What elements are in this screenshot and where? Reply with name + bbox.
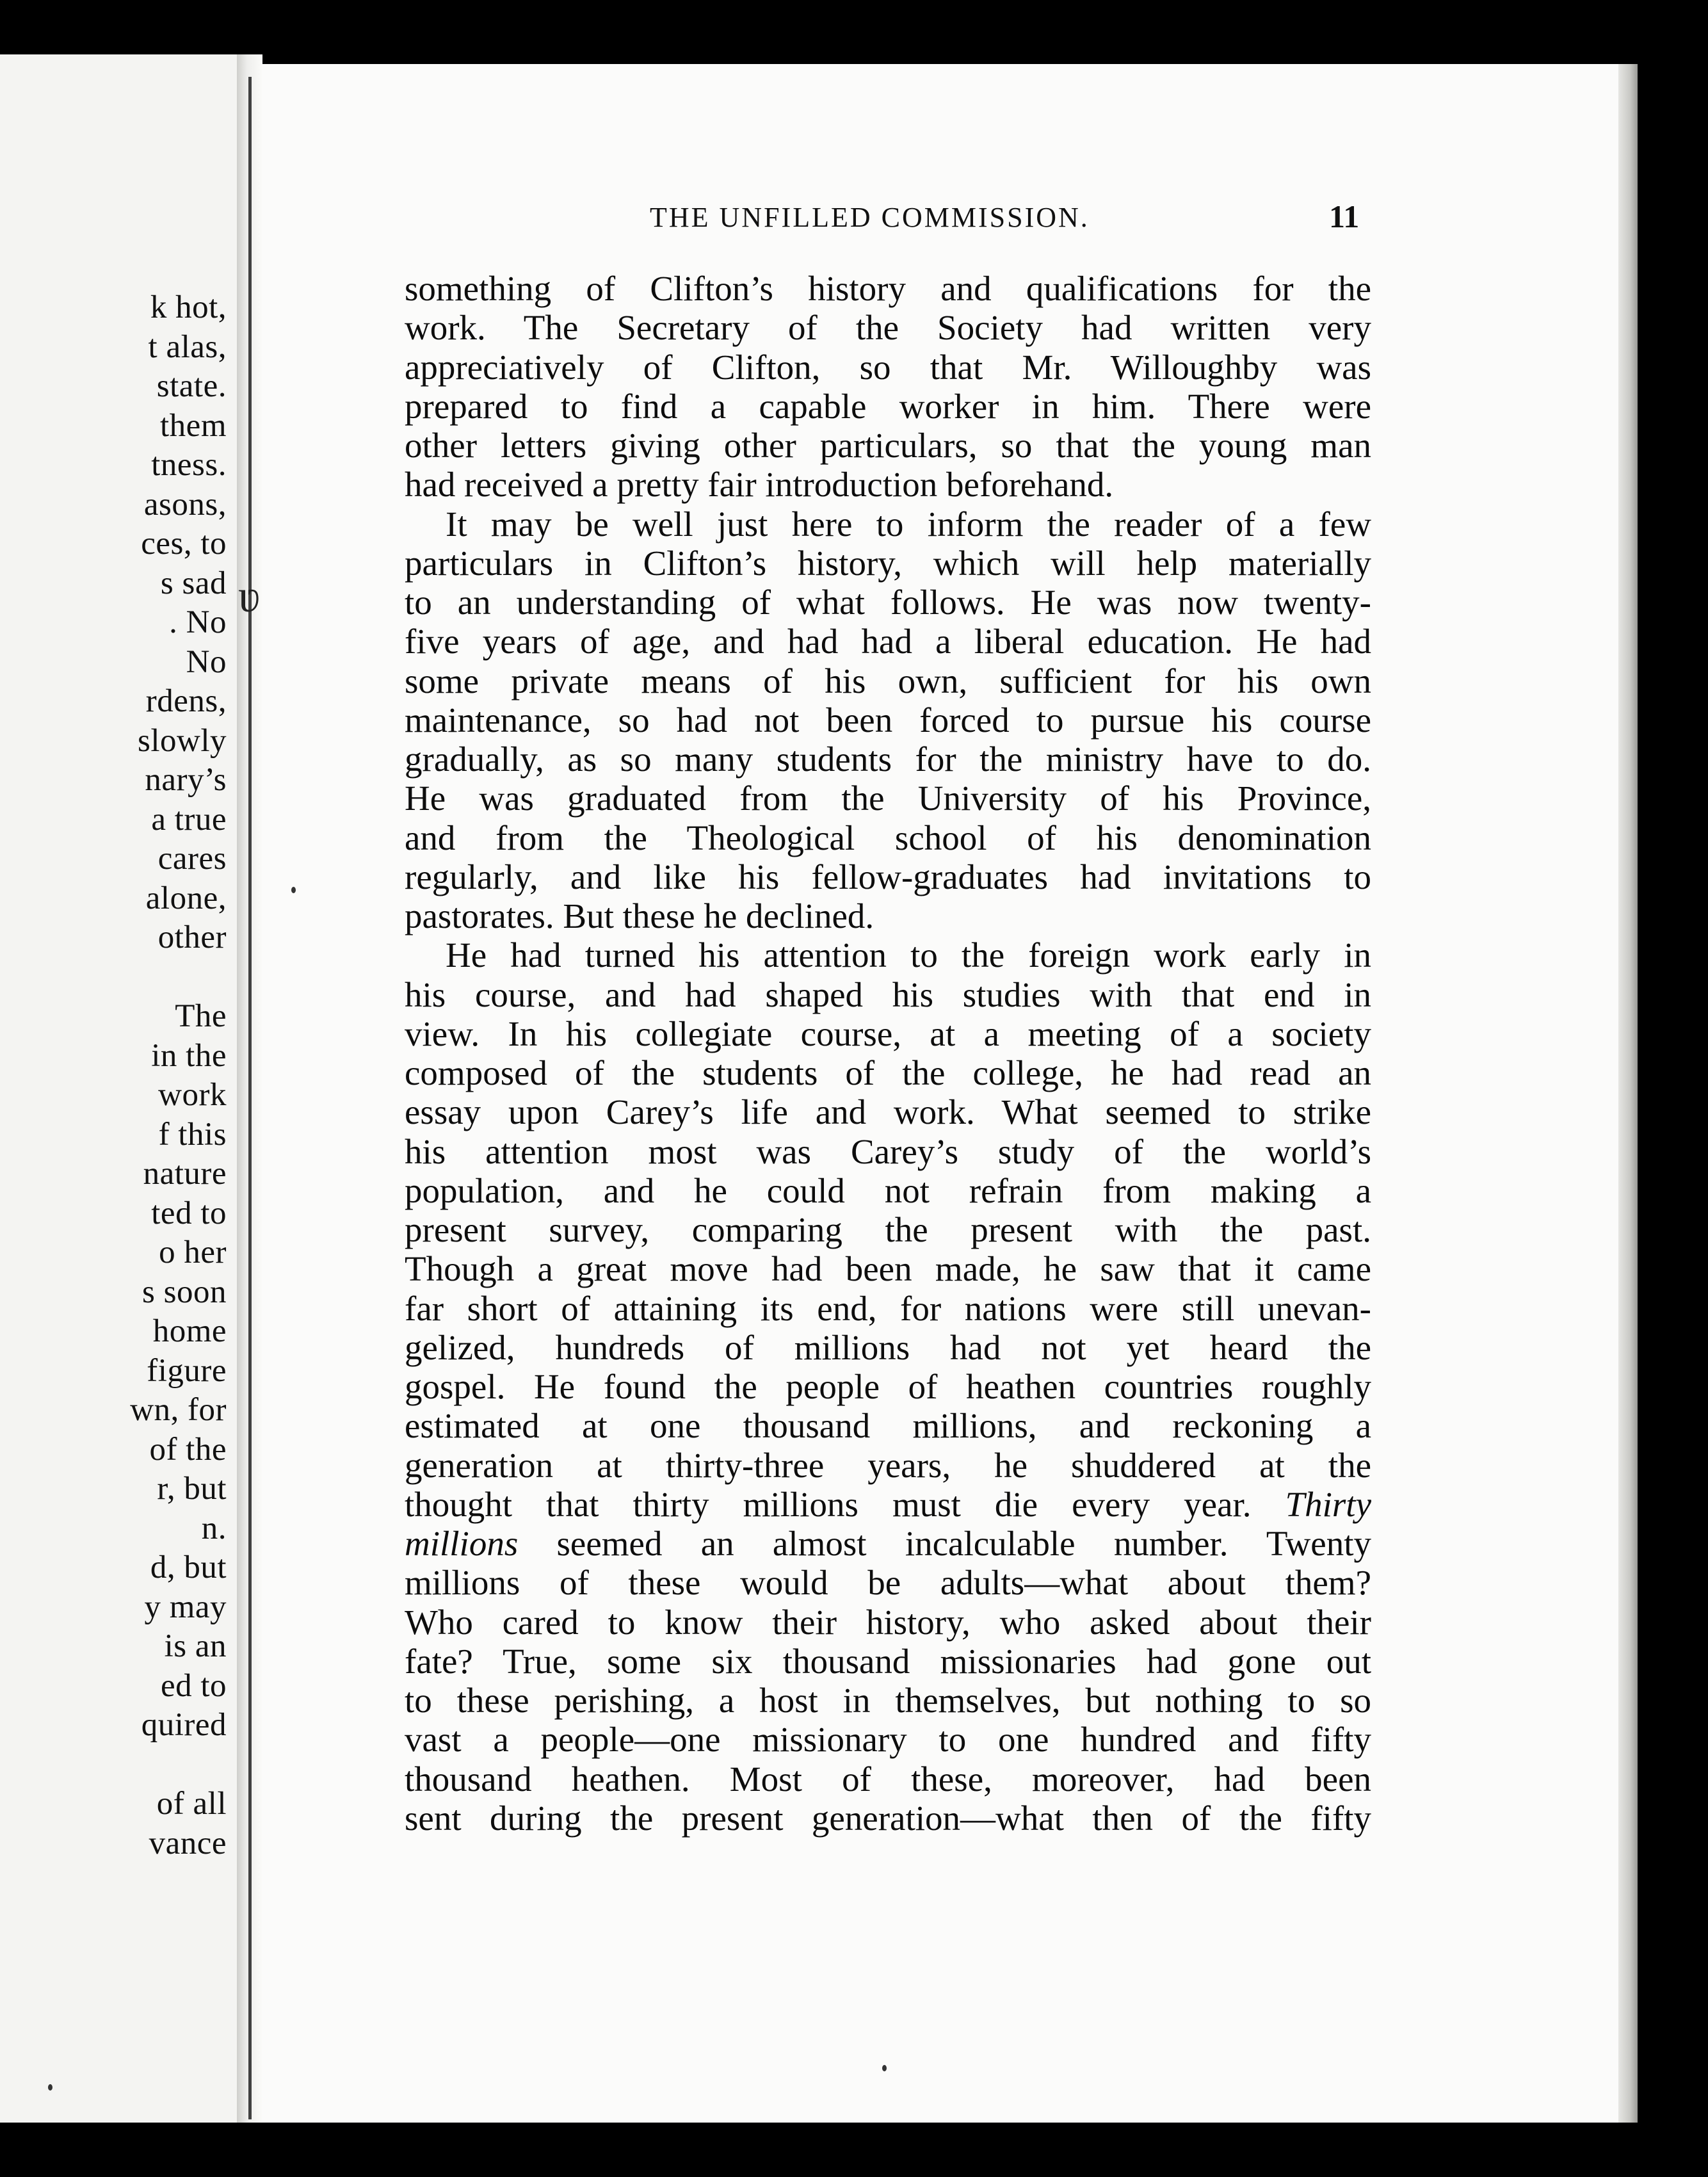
text-line-content: other letters giving other particulars, so that the young man bbox=[405, 426, 1371, 465]
text-line bbox=[405, 308, 1371, 347]
left-page-fragment: other bbox=[157, 919, 227, 955]
text-line bbox=[405, 779, 1371, 818]
gutter-ink-mark: ʋ bbox=[238, 571, 260, 622]
text-line-content: regularly, and like his fellow-graduates had invitations to bbox=[405, 857, 1371, 896]
left-page-fragment: of all bbox=[156, 1786, 227, 1822]
text-line-content: fate? True, some six thousand missionaries had gone out bbox=[405, 1641, 1371, 1681]
left-page-fragment: quired bbox=[141, 1707, 227, 1743]
text-line bbox=[405, 1642, 1371, 1681]
text-line-content: composed of the students of the college, he had read an bbox=[405, 1053, 1371, 1092]
text-line-content: essay upon Carey’s life and work. What seemed to strike bbox=[405, 1092, 1371, 1132]
left-page-fragment: alone, bbox=[145, 880, 227, 916]
text-line-content: thousand heathen. Most of these, moreover, had been bbox=[405, 1759, 1371, 1799]
left-page-fragment: t alas, bbox=[148, 328, 227, 365]
left-page-fragment: . No bbox=[169, 604, 227, 640]
text-line-content: millions of these would be adults—what about them? bbox=[405, 1563, 1371, 1603]
left-page-fragment: home bbox=[152, 1313, 227, 1349]
left-page-fragment: k hot, bbox=[150, 289, 227, 325]
ink-speck bbox=[48, 2084, 52, 2091]
text-line-content: Who cared to know their history, who asked about their bbox=[405, 1602, 1371, 1642]
text-line-content: his course, and had shaped his studies with that end in bbox=[405, 975, 1371, 1014]
text-line bbox=[405, 1799, 1371, 1838]
text-line-content: It may be well just here to inform the reader of a few bbox=[446, 504, 1371, 544]
text-line-content: to an understanding of what follows. He was now twenty- bbox=[405, 583, 1371, 622]
ink-speck bbox=[882, 2065, 887, 2071]
text-line bbox=[405, 1014, 1371, 1053]
italic-word: millions bbox=[405, 1524, 519, 1563]
text-line bbox=[405, 1485, 1371, 1524]
text-line-content: thought that thirty millions must die every year. bbox=[405, 1484, 1285, 1524]
text-line bbox=[405, 622, 1371, 661]
text-line-content: far short of attaining its end, for nations were still unevan- bbox=[405, 1288, 1371, 1328]
text-line bbox=[405, 935, 1371, 975]
left-page-fragment: wn, for bbox=[130, 1392, 227, 1428]
text-line bbox=[405, 740, 1371, 779]
text-line bbox=[405, 1249, 1371, 1288]
left-page-fragment: d, but bbox=[150, 1550, 227, 1585]
text-line-content: had received a pretty fair introduction beforehand. bbox=[405, 465, 1114, 505]
text-line-content: sent during the present generation—what then of the fifty bbox=[405, 1798, 1371, 1838]
left-page-fragment: figure bbox=[147, 1352, 227, 1389]
left-page-fragment: o her bbox=[159, 1234, 227, 1270]
left-page-fragment: s soon bbox=[142, 1274, 227, 1310]
text-line-content: to these perishing, a host in themselves, but nothing to so bbox=[405, 1681, 1371, 1720]
text-line bbox=[405, 1720, 1371, 1759]
text-line-content: He had turned his attention to the foreign work early in bbox=[446, 935, 1371, 975]
text-line bbox=[405, 583, 1371, 622]
left-page-fragment: vance bbox=[149, 1825, 227, 1861]
left-page-fragment: of the bbox=[149, 1431, 227, 1468]
text-line bbox=[405, 1681, 1371, 1720]
text-line-content: present survey, comparing the present with the past. bbox=[405, 1210, 1371, 1249]
page-number: 11 bbox=[1329, 198, 1360, 234]
text-line-content: seemed an almost incalculable number. Twenty bbox=[518, 1524, 1371, 1563]
left-page-fragment: y may bbox=[144, 1589, 227, 1625]
text-line bbox=[405, 975, 1371, 1014]
left-page-fragment: a true bbox=[151, 801, 227, 838]
left-page-fragment: asons, bbox=[143, 486, 227, 522]
text-line bbox=[405, 896, 1371, 935]
text-line bbox=[405, 426, 1371, 465]
left-page-fragment: ed to bbox=[160, 1667, 227, 1704]
text-line-content: gelized, hundreds of millions had not yet heard the bbox=[405, 1327, 1371, 1367]
text-line-content: appreciatively of Clifton, so that Mr. Willoughby was bbox=[405, 347, 1371, 387]
left-page-fragment: The bbox=[175, 998, 227, 1034]
text-line bbox=[405, 387, 1371, 426]
text-line-content: generation at thirty-three years, he shuddered at the bbox=[405, 1445, 1371, 1485]
left-page-fragment: in the bbox=[151, 1037, 227, 1074]
left-page-fragment: nary’s bbox=[145, 762, 227, 798]
text-line bbox=[405, 818, 1371, 857]
text-line bbox=[405, 1289, 1371, 1328]
text-line-content: something of Clifton’s history and qualifications for the bbox=[405, 269, 1371, 308]
ink-speck bbox=[291, 887, 296, 893]
left-page-fragment: rdens, bbox=[145, 683, 227, 719]
running-head: THE UNFILLED COMMISSION. bbox=[650, 202, 1090, 233]
left-page-fragment: is an bbox=[164, 1628, 227, 1664]
left-page-fragment: slowly bbox=[137, 722, 227, 759]
text-line-content: estimated at one thousand millions, and reckoning a bbox=[405, 1406, 1371, 1446]
text-line-content: prepared to find a capable worker in him. There were bbox=[405, 386, 1371, 426]
text-line bbox=[405, 1092, 1371, 1131]
left-page-fragment: work bbox=[158, 1077, 227, 1113]
text-line-content: maintenance, so had not been forced to pursue his course bbox=[405, 700, 1371, 740]
text-line-content: gospel. He found the people of heathen countries roughly bbox=[405, 1367, 1371, 1406]
text-line bbox=[405, 348, 1371, 387]
text-line-content: population, and he could not refrain from making a bbox=[405, 1170, 1371, 1210]
text-line bbox=[405, 1760, 1371, 1799]
text-line bbox=[405, 465, 1371, 504]
text-line-content: pastorates. But these he declined. bbox=[405, 896, 874, 935]
text-line bbox=[405, 1603, 1371, 1642]
text-line bbox=[405, 1367, 1371, 1406]
left-page-fragment: tness. bbox=[151, 447, 227, 483]
text-line-content: particulars in Clifton’s history, which will help materially bbox=[405, 543, 1371, 583]
text-line bbox=[405, 857, 1371, 896]
left-page-fragment: No bbox=[186, 643, 227, 680]
text-line bbox=[405, 505, 1371, 544]
left-page-fragment: nature bbox=[143, 1156, 227, 1192]
text-line bbox=[405, 1406, 1371, 1445]
text-line-content: work. The Secretary of the Society had written very bbox=[405, 308, 1371, 348]
text-line-content: some private means of his own, sufficient for his own bbox=[405, 661, 1371, 700]
left-page-fragment: them bbox=[160, 407, 227, 444]
text-line-content: five years of age, and had had a liberal education. He had bbox=[405, 622, 1371, 661]
body-text bbox=[405, 269, 1371, 1838]
text-line bbox=[405, 1210, 1371, 1249]
text-line bbox=[405, 661, 1371, 700]
text-line-content: gradually, as so many students for the ministry have to do. bbox=[405, 740, 1371, 779]
text-line-content: vast a people—one missionary to one hundred and fifty bbox=[405, 1720, 1371, 1760]
text-line bbox=[405, 1524, 1371, 1563]
text-line-content: view. In his collegiate course, at a meeting of a society bbox=[405, 1014, 1371, 1053]
text-line bbox=[405, 1446, 1371, 1485]
text-line bbox=[405, 1328, 1371, 1367]
text-line-content: Though a great move had been made, he saw that it came bbox=[405, 1249, 1371, 1289]
text-line bbox=[405, 1132, 1371, 1171]
left-page-fragment: r, but bbox=[157, 1471, 227, 1507]
text-line-content: his attention most was Carey’s study of the world’s bbox=[405, 1131, 1371, 1171]
text-line bbox=[405, 544, 1371, 583]
left-page-fragment: state. bbox=[156, 368, 227, 404]
text-line-content: He was graduated from the University of his Province, bbox=[405, 779, 1371, 818]
left-page-fragment: ted to bbox=[151, 1195, 227, 1231]
italic-word: Thirty bbox=[1285, 1484, 1371, 1524]
text-line bbox=[405, 269, 1371, 308]
text-line bbox=[405, 700, 1371, 740]
text-line bbox=[405, 1563, 1371, 1602]
text-line bbox=[405, 1053, 1371, 1092]
left-page-fragment: f this bbox=[158, 1116, 227, 1153]
left-page-fragment: ces, to bbox=[141, 526, 227, 562]
left-page-fragment: n. bbox=[201, 1510, 227, 1546]
text-line bbox=[405, 1171, 1371, 1210]
left-page-fragment: s sad bbox=[160, 565, 227, 601]
page-edge bbox=[1618, 64, 1638, 2123]
facing-page-left bbox=[0, 54, 237, 2123]
left-page-fragment: cares bbox=[157, 841, 227, 877]
gutter-binding-line bbox=[248, 77, 252, 2119]
text-line-content: and from the Theological school of his denomination bbox=[405, 818, 1371, 857]
